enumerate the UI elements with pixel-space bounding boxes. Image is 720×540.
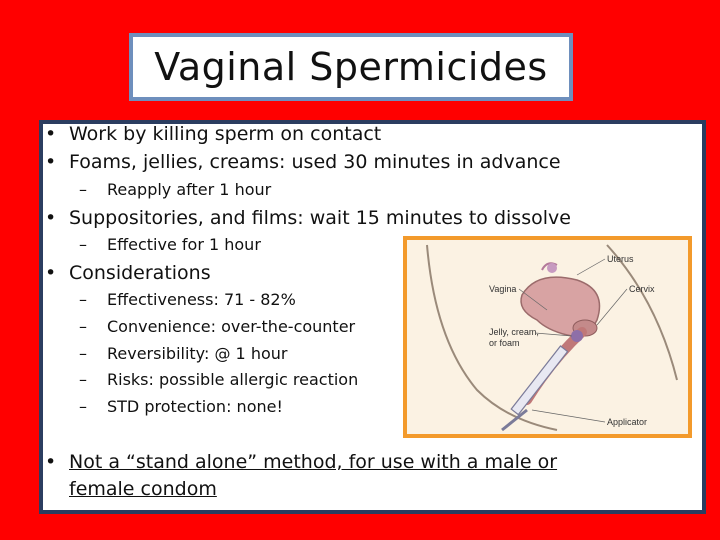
bullet-dot: •: [45, 207, 57, 229]
sub-dash: –: [79, 235, 87, 254]
bullet-text: female condom: [69, 478, 217, 500]
label-applicator: Applicator: [607, 417, 648, 427]
sub-bullet-item: [79, 397, 283, 416]
label-cervix: Cervix: [629, 284, 655, 294]
sub-bullet-item: [79, 370, 358, 389]
bullet-dot: •: [45, 451, 57, 473]
label-jelly: Jelly, cream,: [489, 327, 539, 337]
anatomy-illustration: [407, 240, 688, 434]
bullet-text: Work by killing sperm on contact: [69, 123, 382, 145]
bullet-item: [45, 451, 557, 473]
sub-bullet-item: [79, 344, 287, 363]
bullet-continuation: [69, 478, 217, 500]
sub-dash: –: [79, 344, 87, 363]
sub-bullet-text: Effective for 1 hour: [107, 235, 261, 254]
bullet-item: [45, 151, 561, 173]
sub-dash: –: [79, 317, 87, 336]
bullet-dot: •: [45, 123, 57, 145]
title-box: [129, 33, 573, 101]
sub-bullet-text: Convenience: over-the-counter: [107, 317, 356, 336]
anatomy-figure: [403, 236, 692, 438]
label-jelly-2: or foam: [489, 338, 520, 348]
sub-bullet-text: Effectiveness: 71 - 82%: [107, 290, 296, 309]
slide-title: Vaginal Spermicides: [154, 45, 548, 89]
bullet-item: [45, 123, 381, 145]
sub-dash: –: [79, 180, 87, 199]
sub-dash: –: [79, 290, 87, 309]
label-vagina: Vagina: [489, 284, 517, 294]
bullet-item: [45, 262, 211, 284]
bullet-text: Not a “stand alone” method, for use with a male or: [69, 451, 558, 473]
sub-bullet-text: STD protection: none!: [107, 397, 283, 416]
label-uterus: Uterus: [607, 254, 634, 264]
sub-bullet-text: Reapply after 1 hour: [107, 180, 272, 199]
bullet-item: [45, 207, 571, 229]
sub-bullet-item: [79, 235, 261, 254]
bullet-dot: •: [45, 151, 57, 173]
bullet-text: Foams, jellies, creams: used 30 minutes in advance: [69, 151, 561, 173]
sub-dash: –: [79, 370, 87, 389]
sub-bullet-text: Risks: possible allergic reaction: [107, 370, 359, 389]
bullet-text: Considerations: [69, 262, 211, 284]
sub-bullet-item: [79, 290, 296, 309]
sub-bullet-item: [79, 317, 355, 336]
sub-dash: –: [79, 397, 87, 416]
sub-bullet-item: [79, 180, 271, 199]
sub-bullet-text: Reversibility: @ 1 hour: [107, 344, 288, 363]
bullet-dot: •: [45, 262, 57, 284]
bullet-text: Suppositories, and films: wait 15 minutes to dissolve: [69, 207, 571, 229]
